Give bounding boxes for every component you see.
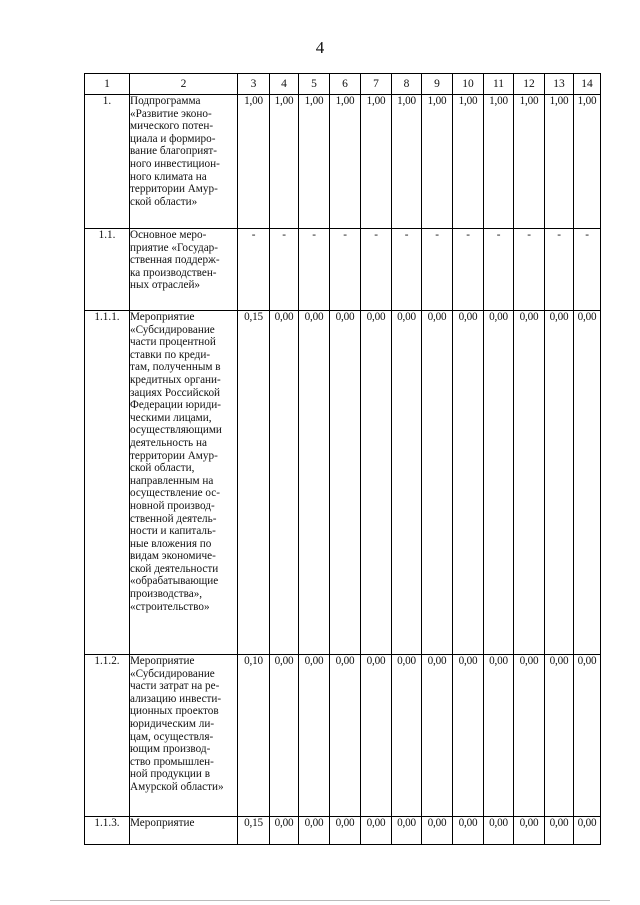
value-cell: - xyxy=(330,229,361,311)
page-number: 4 xyxy=(315,38,325,57)
header-cell: 11 xyxy=(484,74,514,95)
value-cell: 0,00 xyxy=(422,655,453,817)
row-name-line: ской области» xyxy=(130,195,198,208)
row-name-line: Мероприятие xyxy=(130,311,195,323)
table-row xyxy=(85,311,601,655)
value-cell: 0,00 xyxy=(361,817,392,845)
value-cell: 0,00 xyxy=(545,311,574,655)
value-cell: - xyxy=(453,229,484,311)
row-name-line: циала и формиро- xyxy=(130,132,216,145)
row-name-line: там, полученным в xyxy=(130,361,221,374)
data-table xyxy=(84,73,601,845)
value-cell: 1,00 xyxy=(270,95,299,229)
row-name-line: видам экономиче- xyxy=(130,550,216,563)
header-cell: 6 xyxy=(330,74,361,95)
value-cell: 0,00 xyxy=(422,311,453,655)
row-name-line: ской области, xyxy=(130,462,195,475)
row-name-line: ных отраслей» xyxy=(130,279,201,292)
row-name-line: производства», xyxy=(130,588,203,601)
value-cell: 1,00 xyxy=(299,95,330,229)
row-name-line: ционных проектов xyxy=(130,705,219,718)
value-cell: 1,00 xyxy=(453,95,484,229)
row-name-line: деятельность на xyxy=(130,436,207,449)
value-cell: - xyxy=(422,229,453,311)
row-name-line: ного инвестицион- xyxy=(130,157,220,170)
value-cell: 0,00 xyxy=(299,817,330,845)
row-name-line: ственной деятель- xyxy=(130,512,217,525)
header-cell: 10 xyxy=(453,74,484,95)
row-name-line: ственная поддерж- xyxy=(130,254,220,267)
value-cell: 1,00 xyxy=(545,95,574,229)
row-name-line: ющим производ- xyxy=(130,743,211,756)
row-name-line: «Субсидирование xyxy=(130,323,215,336)
value-cell: - xyxy=(299,229,330,311)
row-name xyxy=(130,817,238,845)
row-name-line: ской деятельности xyxy=(130,562,219,575)
value-cell: 0,00 xyxy=(545,817,574,845)
row-name-line: «обрабатывающие xyxy=(130,575,219,588)
value-cell: 0,00 xyxy=(484,311,514,655)
value-cell: 0,00 xyxy=(361,655,392,817)
value-cell: 0,00 xyxy=(330,655,361,817)
value-cell: 0,00 xyxy=(422,817,453,845)
header-cell: 1 xyxy=(85,74,130,95)
value-cell: 0,00 xyxy=(545,655,574,817)
value-cell: 0,00 xyxy=(574,817,601,845)
header-cell: 12 xyxy=(514,74,545,95)
row-name-line: осуществляющими xyxy=(130,424,222,437)
value-cell: 0,00 xyxy=(361,311,392,655)
header-row xyxy=(85,74,601,95)
row-name-line: кредитных органи- xyxy=(130,373,221,386)
value-cell: 0,00 xyxy=(270,311,299,655)
row-name-line: территории Амур- xyxy=(130,449,218,462)
value-cell: - xyxy=(545,229,574,311)
row-name-line: Мероприятие xyxy=(130,817,195,829)
header-cell: 2 xyxy=(130,74,238,95)
table-row xyxy=(85,655,601,817)
value-cell: - xyxy=(361,229,392,311)
header-cell: 3 xyxy=(238,74,270,95)
row-name-line: осуществление ос- xyxy=(130,487,220,500)
value-cell: 0,10 xyxy=(238,655,270,817)
table-row xyxy=(85,95,601,229)
row-number: 1.1. xyxy=(85,229,130,311)
row-number: 1.1.3. xyxy=(85,817,130,845)
value-cell: - xyxy=(238,229,270,311)
value-cell: - xyxy=(270,229,299,311)
row-name-line: ство промышлен- xyxy=(130,755,214,768)
header-cell: 13 xyxy=(545,74,574,95)
row-name-line: части процентной xyxy=(130,336,216,349)
header-cell: 8 xyxy=(392,74,422,95)
value-cell: 0,00 xyxy=(574,655,601,817)
row-name-line: Подпрограмма xyxy=(130,95,201,107)
row-name xyxy=(130,95,238,229)
row-name-line: Основное меро- xyxy=(130,229,207,241)
row-number: 1.1.2. xyxy=(85,655,130,817)
row-name-line: ные вложения по xyxy=(130,537,212,550)
row-name-line: новной производ- xyxy=(130,499,215,512)
value-cell: 1,00 xyxy=(392,95,422,229)
value-cell: 1,00 xyxy=(422,95,453,229)
row-name-line: территории Амур- xyxy=(130,183,218,196)
value-cell: 0,00 xyxy=(514,655,545,817)
value-cell: - xyxy=(392,229,422,311)
header-cell: 4 xyxy=(270,74,299,95)
header-cell: 7 xyxy=(361,74,392,95)
value-cell: 0,15 xyxy=(238,311,270,655)
row-name-line: части затрат на ре- xyxy=(130,680,220,693)
header-cell: 5 xyxy=(299,74,330,95)
table-row xyxy=(85,229,601,311)
value-cell: - xyxy=(574,229,601,311)
value-cell: 0,00 xyxy=(299,655,330,817)
row-name-line: вание благоприят- xyxy=(130,145,218,158)
value-cell: 0,00 xyxy=(453,311,484,655)
row-name-line: «строительство» xyxy=(130,600,210,613)
row-name-line: Мероприятие xyxy=(130,655,195,667)
value-cell: 0,00 xyxy=(514,817,545,845)
row-name xyxy=(130,655,238,817)
header-cell: 9 xyxy=(422,74,453,95)
value-cell: 0,00 xyxy=(514,311,545,655)
value-cell: 0,00 xyxy=(484,817,514,845)
row-name-line: ализацию инвести- xyxy=(130,692,222,705)
row-name-line: приятие «Государ- xyxy=(130,241,218,254)
value-cell: 0,00 xyxy=(330,311,361,655)
row-number: 1. xyxy=(85,95,130,229)
value-cell: 0,00 xyxy=(270,817,299,845)
row-name-line: мического потен- xyxy=(130,120,214,133)
page-bottom-edge xyxy=(50,900,610,901)
row-name-line: ческими лицами, xyxy=(130,411,212,424)
row-name xyxy=(130,311,238,655)
row-name xyxy=(130,229,238,311)
row-name-line: направленным на xyxy=(130,474,214,487)
value-cell: 0,00 xyxy=(453,817,484,845)
value-cell: 1,00 xyxy=(238,95,270,229)
value-cell: 0,00 xyxy=(392,311,422,655)
value-cell: 1,00 xyxy=(330,95,361,229)
value-cell: 0,15 xyxy=(238,817,270,845)
row-name-line: цам, осуществля- xyxy=(130,730,214,743)
value-cell: 0,00 xyxy=(453,655,484,817)
value-cell: 1,00 xyxy=(484,95,514,229)
value-cell: - xyxy=(514,229,545,311)
value-cell: 0,00 xyxy=(392,817,422,845)
value-cell: 0,00 xyxy=(484,655,514,817)
row-name-line: ка производствен- xyxy=(130,266,217,279)
row-number: 1.1.1. xyxy=(85,311,130,655)
value-cell: 0,00 xyxy=(574,311,601,655)
header-cell: 14 xyxy=(574,74,601,95)
value-cell: 1,00 xyxy=(361,95,392,229)
value-cell: 1,00 xyxy=(574,95,601,229)
value-cell: 1,00 xyxy=(514,95,545,229)
row-name-line: ной продукции в xyxy=(130,768,210,781)
value-cell: 0,00 xyxy=(330,817,361,845)
value-cell: 0,00 xyxy=(299,311,330,655)
row-name-line: «Развитие эконо- xyxy=(130,107,212,120)
row-name-line: Федерации юриди- xyxy=(130,399,221,412)
row-name-line: зациях Российской xyxy=(130,386,221,399)
row-name-line: Амурской области» xyxy=(130,780,224,793)
value-cell: 0,00 xyxy=(270,655,299,817)
row-name-line: ности и капиталь- xyxy=(130,525,216,538)
row-name-line: ного климата на xyxy=(130,170,207,183)
row-name-line: юридическим ли- xyxy=(130,717,215,730)
row-name-line: «Субсидирование xyxy=(130,667,215,680)
value-cell: - xyxy=(484,229,514,311)
row-name-line: ставки по креди- xyxy=(130,348,211,361)
value-cell: 0,00 xyxy=(392,655,422,817)
table-row xyxy=(85,817,601,845)
